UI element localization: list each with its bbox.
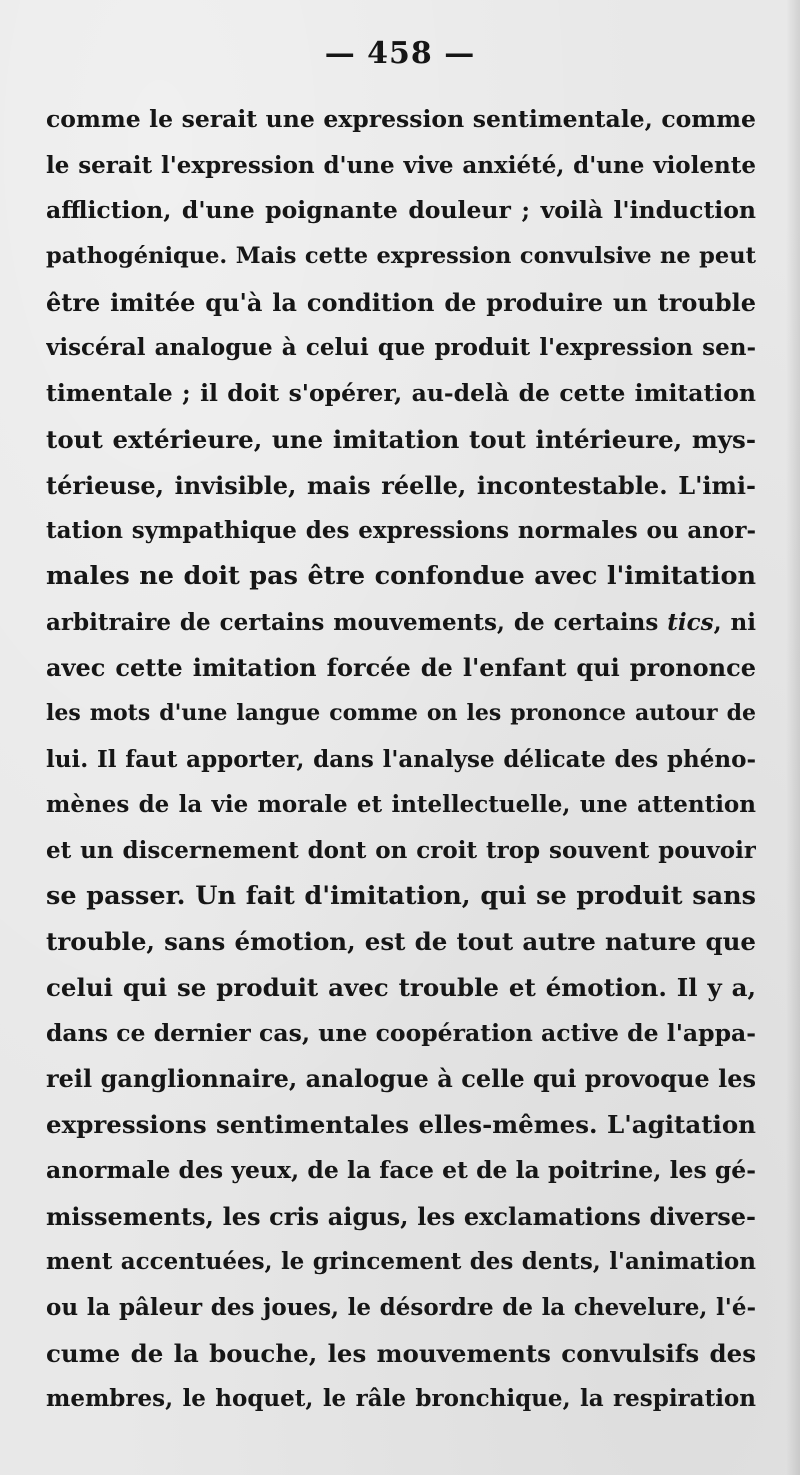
text-line: avec cette imitation forcée de l'enfant qui prononce (46, 653, 756, 683)
text-line: pathogénique. Mais cette expression convulsive ne peut (46, 243, 756, 270)
text-line: affliction, d'une poignante douleur ; voilà l'induction (46, 196, 756, 225)
text-line: celui qui se produit avec trouble et émotion. Il y a, (46, 973, 756, 1003)
text-line: reil ganglionnaire, analogue à celle qui provoque les (46, 1064, 756, 1094)
text-line: et un discernement dont on croit trop souvent pouvoir (46, 837, 756, 864)
text-line: timentale ; il doit s'opérer, au-delà de cette imitation (46, 379, 756, 408)
page-edge-shadow (786, 0, 800, 1475)
text-line: trouble, sans émotion, est de tout autre nature que (46, 927, 756, 957)
text-line-with-italic: arbitraire de certains mouvements, de certains tics, ni (46, 608, 756, 636)
text-line: térieuse, invisible, mais réelle, incontestable. L'imi- (46, 470, 756, 500)
text-line: se passer. Un fait d'imitation, qui se produit sans (46, 880, 756, 911)
text-line: mènes de la vie morale et intellectuelle, une attention (46, 791, 756, 819)
text-line: les mots d'une langue comme on les prononce autour de (46, 699, 756, 726)
text-line: males ne doit pas être confondue avec l'imitation (46, 560, 756, 591)
text-line: comme le serait une expression sentimentale, comme (46, 105, 756, 133)
text-line: dans ce dernier cas, une coopération active de l'appa- (46, 1018, 756, 1047)
text-line: anormale des yeux, de la face et de la poitrine, les gé- (46, 1155, 756, 1184)
text-line: être imitée qu'à la condition de produire un trouble (46, 287, 756, 317)
text-line: tation sympathique des expressions normales ou anor- (46, 517, 756, 545)
text-line: cume de la bouche, les mouvements convulsifs des (46, 1338, 756, 1368)
text-line: lui. Il faut apporter, dans l'analyse délicate des phéno- (46, 745, 756, 773)
text-line: tout extérieure, une imitation tout intérieure, mys- (46, 424, 756, 454)
italic-word: tics (667, 608, 714, 636)
text-line: membres, le hoquet, le râle bronchique, la respiration (46, 1385, 756, 1413)
text-line: le serait l'expression d'une vive anxiété, d'une violente (46, 151, 756, 179)
text-line: missements, les cris aigus, les exclamations diverse- (46, 1201, 756, 1231)
body-text (46, 97, 756, 1422)
page-number: — 458 — (324, 36, 476, 71)
text-line: expressions sentimentales elles-mêmes. L'agitation (46, 1110, 756, 1140)
text-line: viscéral analogue à celui que produit l'expression sen- (46, 334, 756, 362)
text-line: ment accentuées, le grincement des dents, l'animation (46, 1248, 756, 1276)
text-line: ou la pâleur des joues, le désordre de la chevelure, l'é- (46, 1293, 756, 1321)
